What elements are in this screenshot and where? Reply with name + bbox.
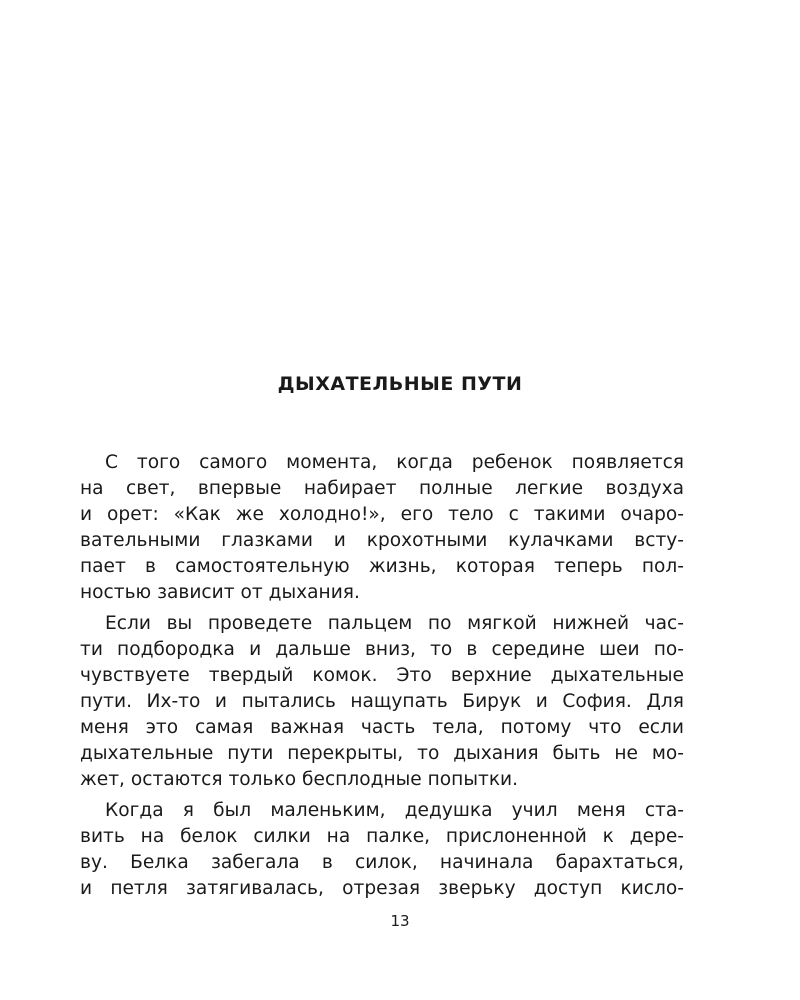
text-line: пути. Их-то и пытались нащупать Бирук и София. Для (80, 691, 684, 712)
text-line: меня это самая важная часть тела, потому что если (80, 717, 684, 738)
text-line: вить на белок силки на палке, прислоненной к дере- (80, 826, 684, 847)
text-line: ти подбородка и дальше вниз, то в середине шеи по- (80, 639, 684, 660)
body-text (80, 450, 684, 902)
text-line: жет, остаются только бесплодные попытки. (80, 769, 519, 790)
text-line: ностью зависит от дыхания. (80, 582, 360, 603)
text-line: Если вы проведете пальцем по мягкой нижней час- (105, 613, 684, 634)
text-line: С того самого момента, когда ребенок появляется (105, 452, 684, 473)
text-line: Когда я был маленьким, дедушка учил меня ста- (105, 800, 684, 821)
text-line: ву. Белка забегала в силок, начинала барахтаться, (80, 852, 684, 873)
text-line: пает в самостоятельную жизнь, которая теперь пол- (80, 556, 684, 577)
text-line: вательными глазками и крохотными кулачками всту- (80, 530, 684, 551)
chapter-title: ДЫХАТЕЛЬНЫЕ ПУТИ (277, 373, 523, 395)
text-line: на свет, впервые набирает полные легкие воздуха (80, 478, 684, 499)
text-line: дыхательные пути перекрыты, то дыхания быть не мо- (80, 743, 684, 764)
text-line: чувствуете твердый комок. Это верхние дыхательные (80, 665, 684, 686)
text-line: и орет: «Как же холодно!», его тело с такими очаро- (80, 504, 684, 525)
page-number: 13 (390, 912, 410, 930)
text-line: и петля затягивалась, отрезая зверьку доступ кисло- (80, 878, 684, 899)
